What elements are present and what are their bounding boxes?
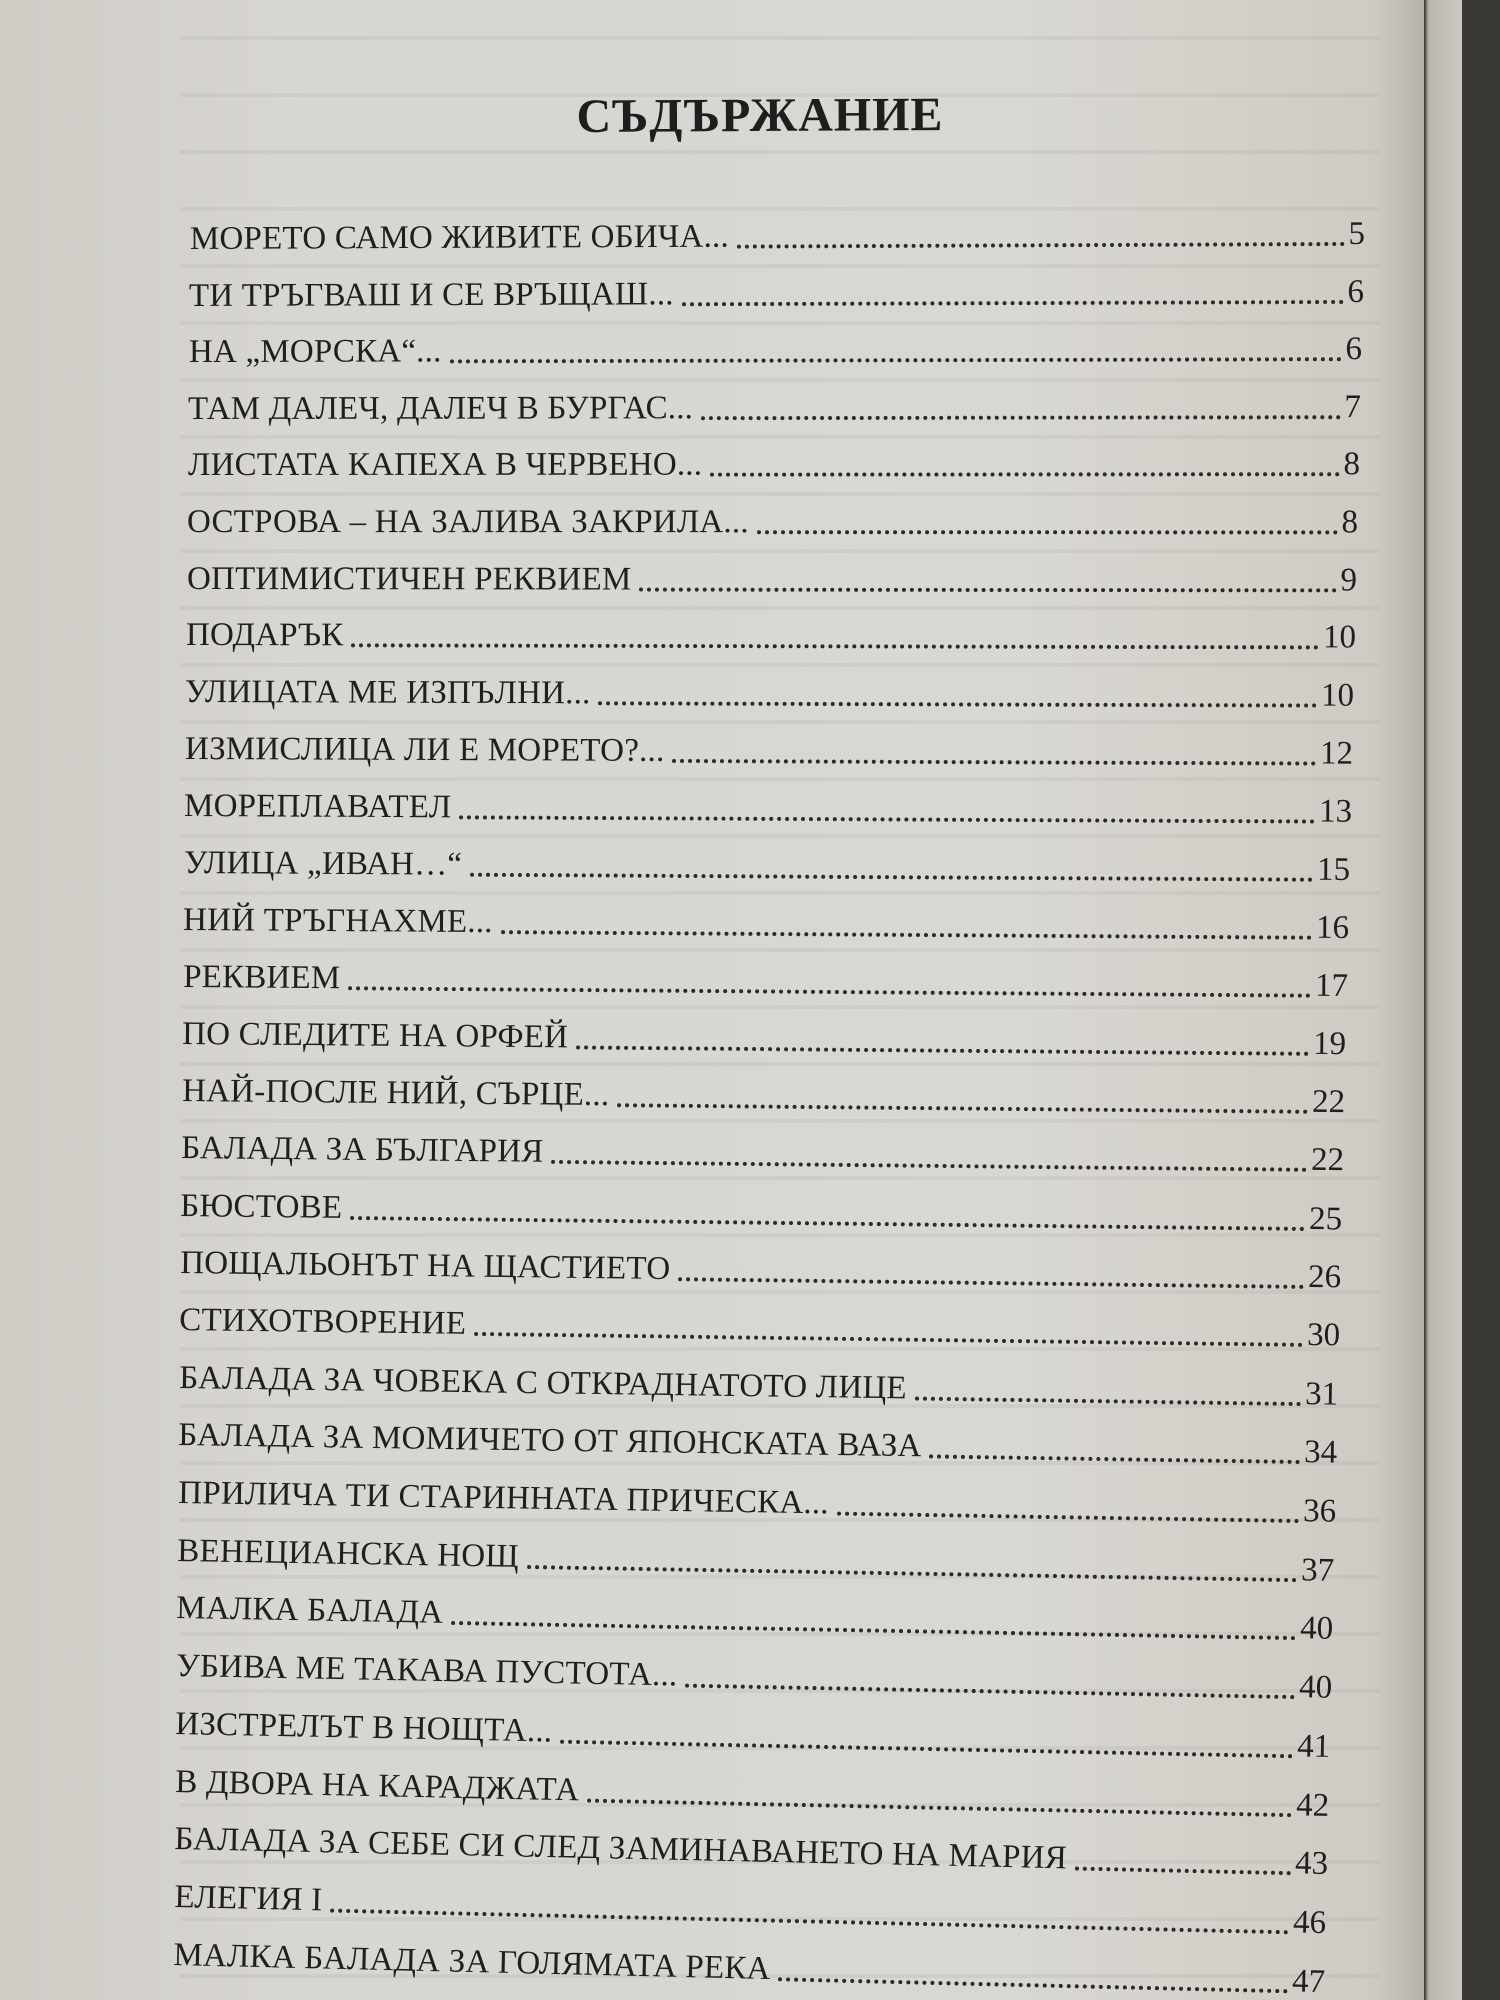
toc-entry xyxy=(180,1236,1341,1296)
dot-leader xyxy=(929,1455,1300,1465)
toc-entry-page-number: 17 xyxy=(1314,967,1349,1004)
dot-leader xyxy=(682,300,1344,306)
toc-entry-title: ИЗСТРЕЛЪТ В НОЩТА... xyxy=(175,1705,553,1750)
toc-entry-title: ПОДАРЪК xyxy=(186,617,344,654)
toc-entry xyxy=(179,1293,1341,1354)
toc-entry-title: УЛИЦАТА МЕ ИЗПЪЛНИ... xyxy=(185,674,591,712)
toc-entry xyxy=(188,380,1361,428)
toc-entry-title: ПРИЛИЧА ТИ СТАРИННАТА ПРИЧЕСКА... xyxy=(178,1474,830,1522)
dot-leader xyxy=(701,415,1340,420)
toc-entry xyxy=(173,1928,1326,2000)
toc-entry-title: БАЛАДА ЗА СЕБЕ СИ СЛЕД ЗАМИНАВАНЕТО НА МАРИЯ xyxy=(174,1821,1068,1877)
toc-entry-title: ЛИСТАТА КАПЕХА В ЧЕРВЕНО... xyxy=(187,447,703,484)
dot-leader xyxy=(1075,1867,1291,1876)
toc-entry-title: ТИ ТРЪГВАШ И СЕ ВРЪЩАШ... xyxy=(188,275,674,314)
toc-entry-title: ЕЛЕГИЯ I xyxy=(174,1879,323,1919)
toc-entry-page-number: 40 xyxy=(1299,1610,1334,1648)
dot-leader xyxy=(587,1798,1292,1817)
toc-entry xyxy=(184,836,1350,889)
dot-leader xyxy=(576,1045,1309,1055)
toc-entry-title: БАЛАДА ЗА ЧОВЕКА С ОТКРАДНАТОТО ЛИЦЕ xyxy=(179,1359,908,1407)
toc-entry-title: НИЙ ТРЪГНАХМЕ... xyxy=(183,901,493,940)
toc-entry xyxy=(188,438,1360,485)
toc-entry-page-number: 30 xyxy=(1306,1317,1341,1354)
toc-entry-page-number: 22 xyxy=(1311,1083,1346,1121)
dot-leader xyxy=(459,815,1315,823)
toc-entry xyxy=(183,950,1348,1005)
toc-entry-title: МОРЕТО САМО ЖИВИТЕ ОБИЧА... xyxy=(189,218,729,257)
dot-leader xyxy=(560,1739,1293,1758)
toc-entry xyxy=(190,207,1365,258)
toc-entry xyxy=(182,1064,1345,1121)
dot-leader xyxy=(837,1511,1299,1522)
toc-entry-title: ТАМ ДАЛЕЧ, ДАЛЕЧ В БУРГАС... xyxy=(187,389,694,427)
toc-entry-page-number: 26 xyxy=(1307,1258,1342,1296)
toc-entry-page-number: 41 xyxy=(1296,1728,1331,1765)
toc-entry-title: ОПТИМИСТИЧЕН РЕКВИЕМ xyxy=(187,560,632,598)
dot-leader xyxy=(685,1684,1295,1699)
toc-entry-page-number: 10 xyxy=(1320,677,1355,714)
toc-entry xyxy=(175,1755,1330,1825)
toc-entry-page-number: 12 xyxy=(1319,735,1354,772)
toc-entry-page-number: 8 xyxy=(1343,446,1360,483)
dot-leader xyxy=(678,1277,1304,1289)
toc-entry xyxy=(187,495,1358,541)
toc-entry-page-number: 22 xyxy=(1310,1142,1345,1179)
toc-entry-title: РЕКВИЕМ xyxy=(183,958,341,996)
toc-entry-page-number: 47 xyxy=(1291,1963,1326,2000)
toc-entry-title: НА „МОРСКА“... xyxy=(188,333,442,371)
toc-entry xyxy=(177,1524,1335,1590)
dot-leader xyxy=(527,1565,1297,1582)
toc-entry-page-number: 10 xyxy=(1322,619,1357,656)
toc-entry xyxy=(178,1466,1337,1531)
toc-entry-page-number: 16 xyxy=(1315,909,1350,946)
toc-entry xyxy=(176,1639,1333,1707)
toc-entry xyxy=(175,1697,1331,1766)
toc-entry xyxy=(174,1812,1329,1883)
dot-leader xyxy=(778,1977,1288,1993)
toc-entry-page-number: 46 xyxy=(1292,1904,1327,1942)
dot-leader xyxy=(639,587,1336,592)
toc-entry xyxy=(189,264,1364,314)
toc-entry-page-number: 25 xyxy=(1308,1200,1343,1237)
dot-leader xyxy=(330,1909,1289,1935)
toc-entry-title: ПОЩАЛЬОНЪТ НА ЩАСТИЕТО xyxy=(180,1244,671,1287)
dot-leader xyxy=(672,759,1316,766)
toc-entry xyxy=(178,1408,1338,1472)
toc-entry-title: ВЕНЕЦИАНСКА НОЩ xyxy=(177,1532,520,1575)
dot-leader xyxy=(501,930,1312,940)
toc-entry-page-number: 34 xyxy=(1303,1434,1338,1471)
toc-entry-page-number: 43 xyxy=(1294,1845,1329,1883)
toc-entry-title: НАЙ-ПОСЛЕ НИЙ, СЪРЦЕ... xyxy=(182,1073,610,1114)
toc-entry xyxy=(180,1179,1342,1238)
toc-entry-page-number: 9 xyxy=(1340,562,1358,599)
toc-entry-title: БЮСТОВЕ xyxy=(180,1187,343,1226)
toc-entry xyxy=(185,722,1353,773)
toc-entry-page-number: 36 xyxy=(1302,1492,1337,1530)
toc-entry-title: В ДВОРА НА КАРАДЖАТА xyxy=(175,1763,580,1808)
toc-entry xyxy=(189,322,1362,371)
toc-entry-page-number: 6 xyxy=(1347,273,1364,310)
toc-entry-page-number: 6 xyxy=(1345,331,1362,368)
dot-leader xyxy=(757,530,1338,534)
toc-entry-page-number: 8 xyxy=(1341,504,1359,541)
toc-entry-title: ИЗМИСЛИЦА ЛИ Е МОРЕТО?... xyxy=(185,730,665,769)
toc-entry xyxy=(187,552,1357,599)
toc-entry-page-number: 31 xyxy=(1304,1375,1339,1413)
dot-leader xyxy=(617,1103,1308,1114)
dot-leader xyxy=(915,1396,1301,1406)
toc-entry-page-number: 19 xyxy=(1312,1025,1347,1062)
dot-leader xyxy=(598,701,1317,707)
dot-leader xyxy=(350,1215,1305,1230)
dot-leader xyxy=(474,1332,1303,1347)
toc-entry-title: ОСТРОВА – НА ЗАЛИВА ЗАКРИЛА... xyxy=(187,504,749,541)
toc-entry-title: БАЛАДА ЗА БЪЛГАРИЯ xyxy=(181,1130,544,1170)
toc-entry xyxy=(179,1351,1339,1414)
toc-entry xyxy=(181,1121,1344,1179)
toc-entry xyxy=(185,665,1354,715)
toc-entry-title: МАЛКА БАЛАДА xyxy=(176,1590,444,1632)
toc-entry-page-number: 13 xyxy=(1318,793,1353,830)
toc-entry xyxy=(184,779,1352,831)
toc-entry xyxy=(183,893,1349,947)
page-title: СЪДЪРЖАНИЕ xyxy=(576,88,944,143)
toc-entry-title: УБИВА МЕ ТАКАВА ПУСТОТА... xyxy=(176,1648,678,1694)
dot-leader xyxy=(351,644,1319,650)
dot-leader xyxy=(710,473,1339,477)
dot-leader xyxy=(450,357,1342,363)
toc-entry-page-number: 7 xyxy=(1344,388,1361,425)
toc-entry-page-number: 15 xyxy=(1316,851,1351,888)
toc-entry-page-number: 42 xyxy=(1295,1786,1330,1824)
toc-entry xyxy=(176,1581,1334,1648)
dot-leader xyxy=(551,1160,1307,1172)
dot-leader xyxy=(470,872,1313,881)
toc-entry-page-number: 37 xyxy=(1300,1551,1335,1589)
dot-leader xyxy=(348,986,1311,997)
toc-entry-title: СТИХОТВОРЕНИЕ xyxy=(179,1302,467,1343)
toc-entry xyxy=(186,608,1356,656)
toc-entry-title: МОРЕПЛАВАТЕЛ xyxy=(184,787,452,826)
toc-entry-page-number: 40 xyxy=(1298,1669,1333,1706)
dot-leader xyxy=(451,1621,1296,1640)
toc-entry xyxy=(182,1007,1346,1063)
toc-entry-title: ПО СЛЕДИТЕ НА ОРФЕЙ xyxy=(182,1015,569,1056)
toc-entry-title: МАЛКА БАЛАДА ЗА ГОЛЯМАТА РЕКА xyxy=(173,1937,771,1988)
toc-entry-title: УЛИЦА „ИВАН…“ xyxy=(184,844,463,883)
toc-entry-title: БАЛАДА ЗА МОМИЧЕТО ОТ ЯПОНСКАТА ВАЗА xyxy=(178,1417,922,1465)
toc-entry-page-number: 5 xyxy=(1348,215,1365,252)
dot-leader xyxy=(737,242,1345,249)
